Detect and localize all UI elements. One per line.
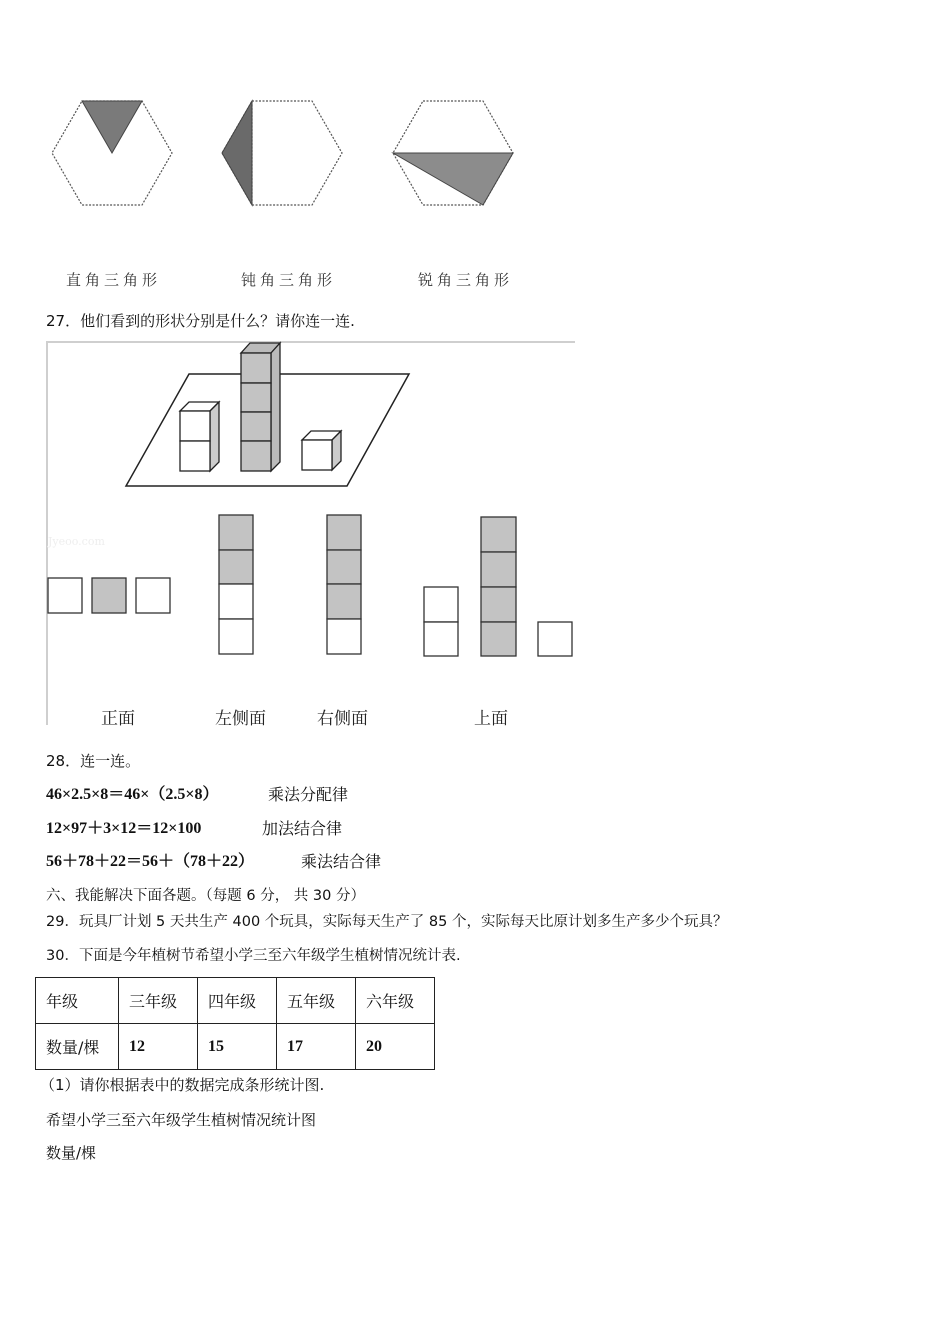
question-30-title: 30．下面是今年植树节希望小学三至六年级学生植树情况统计表. [46, 948, 461, 964]
equation-3: 56＋78＋22＝56＋（78＋22） [46, 853, 255, 870]
law-1: 乘法分配律 [268, 785, 349, 804]
view-label-left-side: 左侧面 [215, 709, 266, 729]
table-cell: 数量/棵 [36, 1024, 119, 1070]
table-cell: 20 [356, 1024, 435, 1070]
law-2: 加法结合律 [262, 819, 343, 838]
table-cell: 17 [277, 1024, 356, 1070]
table-header-cell: 五年级 [277, 978, 356, 1024]
cube-arrangement-figure [46, 341, 573, 671]
hex-label-acute-triangle: 锐角三角形 [418, 271, 514, 289]
table-header-cell: 年级 [36, 978, 119, 1024]
table-cell: 12 [119, 1024, 198, 1070]
table-header-cell: 六年级 [356, 978, 435, 1024]
view-label-right-side: 右侧面 [317, 709, 368, 729]
view-label-front: 正面 [101, 709, 135, 729]
hex-label-obtuse-triangle: 钝角三角形 [241, 271, 337, 289]
law-3: 乘法结合律 [301, 852, 382, 871]
section-6-heading: 六、我能解决下面各题。（每题 6 分， 共 30 分） [46, 888, 365, 904]
table-header-cell: 四年级 [198, 978, 277, 1024]
equation-1: 46×2.5×8＝46×（2.5×8） [46, 786, 219, 803]
table-cell: 15 [198, 1024, 277, 1070]
hex-label-right-triangle: 直角三角形 [66, 271, 162, 289]
question-27-title: 27．他们看到的形状分别是什么？请你连一连. [46, 312, 355, 330]
hexagon-triangles-figure [40, 90, 540, 220]
equation-2: 12×97＋3×12＝12×100 [46, 820, 202, 837]
chart-y-axis-label: 数量/棵 [46, 1144, 97, 1162]
question-28-title: 28．连一连。 [46, 752, 141, 770]
question-29-text: 29．玩具厂计划 5 天共生产 400 个玩具，实际每天生产了 85 个，实际每天比原计划多生产多少个玩具？ [46, 914, 728, 930]
chart-title: 希望小学三至六年级学生植树情况统计图 [46, 1111, 317, 1129]
view-label-top: 上面 [474, 709, 508, 729]
svg-text:Jyeoo.com: Jyeoo.com [48, 535, 105, 548]
table-row [36, 1024, 435, 1070]
table-header-cell: 三年级 [119, 978, 198, 1024]
question-30-sub1: （1）请你根据表中的数据完成条形统计图. [40, 1076, 325, 1094]
table-header-row [36, 978, 435, 1024]
tree-planting-table [35, 977, 435, 1070]
